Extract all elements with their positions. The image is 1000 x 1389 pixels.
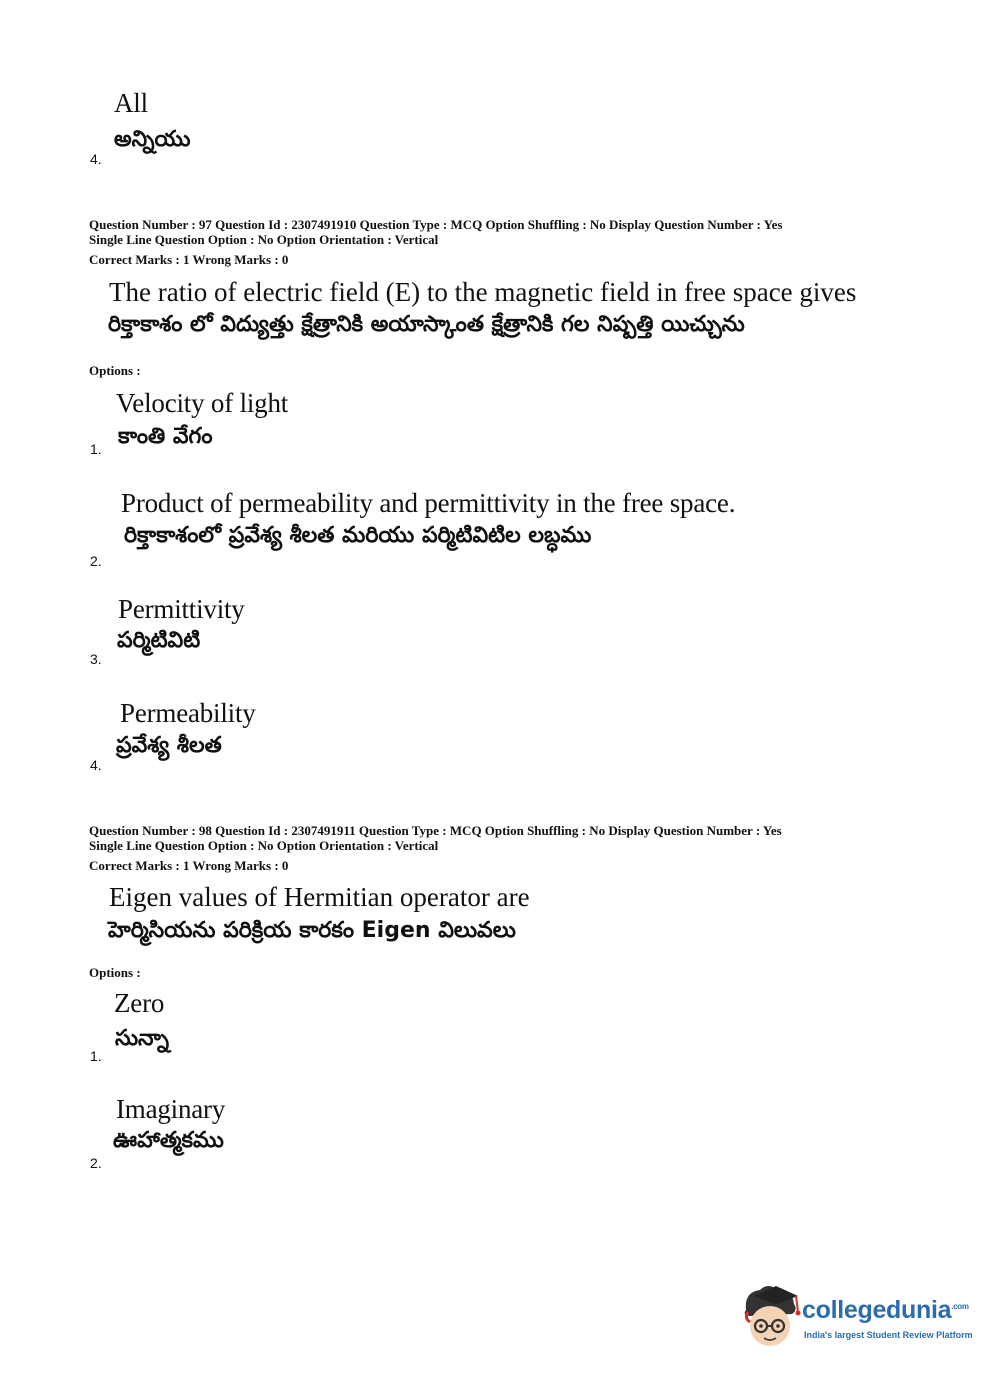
question-98-marks: Correct Marks : 1 Wrong Marks : 0 — [89, 858, 289, 873]
question-98-meta-line-1: Question Number : 98 Question Id : 2307491911 Question Type : MCQ Option Shuffling : No Display Question Number : Yes — [89, 823, 782, 838]
question-97-option-4-text-te: ప్రవేశ్య శీలత — [116, 733, 222, 758]
mascot-icon — [740, 1282, 802, 1354]
question-97-meta-line-1: Question Number : 97 Question Id : 2307491910 Question Type : MCQ Option Shuffling : No Display Question Number : Yes — [89, 217, 783, 232]
question-97-option-3-number: 3. — [90, 651, 102, 667]
logo-brand-name: collegedunia — [802, 1296, 952, 1324]
question-98-meta-line-2: Single Line Question Option : No Option Orientation : Vertical — [89, 838, 439, 853]
question-97-option-1-text-en: Velocity of light — [116, 388, 289, 418]
question-98-option-1-text-en: Zero — [114, 988, 165, 1018]
question-97-text-en: The ratio of electric field (E) to the magnetic field in free space gives — [109, 277, 857, 307]
question-98-option-1-text-te: సున్నా — [115, 1026, 169, 1051]
question-98-option-2-text-te: ఊహాత్మకము — [113, 1128, 224, 1153]
question-97-marks: Correct Marks : 1 Wrong Marks : 0 — [89, 252, 289, 267]
question-98-option-2-text-en: Imaginary — [116, 1094, 226, 1124]
question-98-option-2-number: 2. — [90, 1155, 102, 1171]
logo-tagline: India's largest Student Review Platform — [804, 1330, 973, 1340]
question-97-option-1-text-te: కాంతి వేగం — [118, 424, 213, 449]
question-97-option-2-text-te: రిక్తాకాశంలో ప్రవేశ్య శీలత మరియు పర్మిటివిటిల లబ్ధము — [124, 523, 592, 548]
question-98-text-en: Eigen values of Hermitian operator are — [109, 882, 530, 912]
question-97-option-1-number: 1. — [90, 441, 102, 457]
question-97-option-4-text-en: Permeability — [120, 698, 256, 728]
question-97-option-4-number: 4. — [90, 757, 102, 773]
logo-brand-suffix: .com — [951, 1302, 969, 1311]
question-98-option-1-number: 1. — [90, 1048, 102, 1064]
option-4-text-te: అన్నియు — [114, 127, 191, 152]
question-98-options-label: Options : — [89, 965, 141, 980]
option-4-text-en: All — [114, 88, 148, 118]
question-97-option-2-text-en: Product of permeability and permittivity in the free space. — [121, 488, 736, 518]
collegedunia-logo — [740, 1282, 980, 1357]
question-97-option-3-text-en: Permittivity — [118, 594, 245, 624]
question-97-option-3-text-te: పర్మిటివిటి — [117, 628, 201, 653]
question-97-meta-line-2: Single Line Question Option : No Option Orientation : Vertical — [89, 232, 439, 247]
question-97-options-label: Options : — [89, 363, 141, 378]
option-4-number: 4. — [90, 151, 102, 167]
question-97-text-te: రిక్తాకాశం లో విద్యుత్తు క్షేత్రానికి అయాస్కాంత క్షేత్రానికి గల నిష్పత్తి యిచ్చును — [108, 312, 745, 337]
question-98-text-te: హెర్మిసియను పరిక్రియ కారకం Eigen విలువలు — [108, 918, 516, 943]
question-97-option-2-number: 2. — [90, 553, 102, 569]
